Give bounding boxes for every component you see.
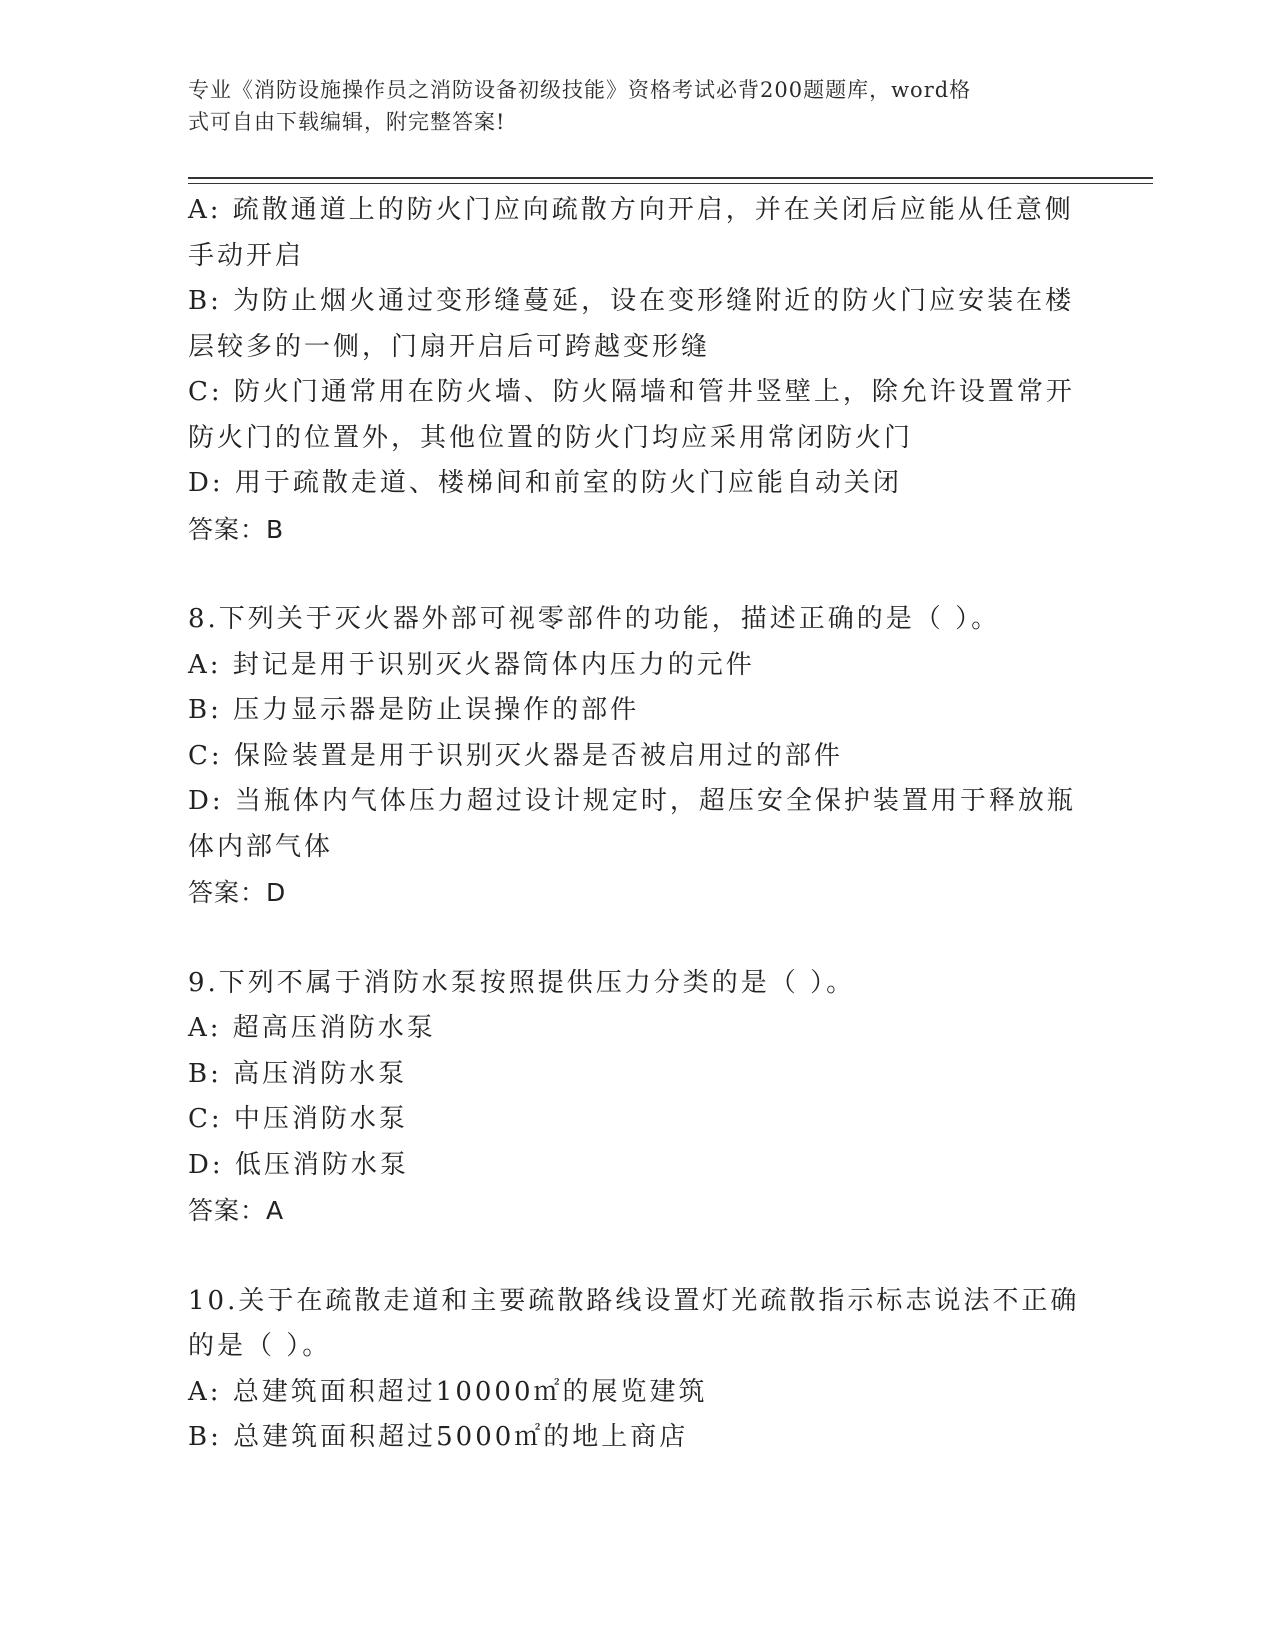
question-text: 9.下列不属于消防水泵按照提供压力分类的是（ ）。 bbox=[188, 967, 856, 998]
question-text-line-1: 10.关于在疏散走道和主要疏散路线设置灯光疏散指示标志说法不正确 bbox=[188, 1285, 1080, 1316]
option-a-line-2: 手动开启 bbox=[188, 240, 305, 271]
question-8 bbox=[188, 597, 1088, 916]
option-d: D: 低压消防水泵 bbox=[188, 1149, 409, 1180]
question-9 bbox=[188, 961, 1088, 1234]
option-a: A: 封记是用于识别灭火器筒体内压力的元件 bbox=[188, 649, 755, 680]
header-line-1: 专业《消防设施操作员之消防设备初级技能》资格考试必背200题题库，word格 bbox=[188, 78, 972, 102]
option-b-line-2: 层较多的一侧，门扇开启后可跨越变形缝 bbox=[188, 331, 711, 362]
option-d-line-2: 体内部气体 bbox=[188, 831, 334, 862]
spacer bbox=[188, 916, 1088, 961]
header-divider bbox=[188, 177, 1153, 184]
option-a: A: 超高压消防水泵 bbox=[188, 1013, 436, 1043]
question-7-options bbox=[188, 188, 1088, 552]
option-d-line-1: D: 当瓶体内气体压力超过设计规定时，超压安全保护装置用于释放瓶 bbox=[188, 786, 1076, 816]
question-10 bbox=[188, 1279, 1088, 1461]
option-c-line-2: 防火门的位置外，其他位置的防火门均应采用常闭防火门 bbox=[188, 422, 914, 453]
question-list bbox=[188, 188, 1088, 1461]
option-a-line-1: A: 疏散通道上的防火门应向疏散方向开启，并在关闭后应能从任意侧 bbox=[188, 195, 1074, 225]
question-text: 8.下列关于灭火器外部可视零部件的功能，描述正确的是（ ）。 bbox=[188, 604, 1001, 634]
option-d-line-1: D: 用于疏散走道、楼梯间和前室的防火门应能自动关闭 bbox=[188, 468, 902, 498]
answer-label: 答案：D bbox=[188, 878, 287, 907]
spacer bbox=[188, 552, 1088, 597]
option-a: A: 总建筑面积超过10000㎡的展览建筑 bbox=[188, 1376, 708, 1407]
option-c: C: 保险装置是用于识别灭火器是否被启用过的部件 bbox=[188, 740, 843, 771]
option-b-line-1: B: 为防止烟火通过变形缝蔓延，设在变形缝附近的防火门应安装在楼 bbox=[188, 286, 1075, 316]
header-line-2: 式可自由下载编辑，附完整答案! bbox=[188, 110, 506, 134]
option-c-line-1: C: 防火门通常用在防火墙、防火隔墙和管井竖壁上，除允许设置常开 bbox=[188, 377, 1075, 407]
answer-label: 答案：A bbox=[188, 1196, 285, 1225]
answer-label: 答案：B bbox=[188, 514, 285, 544]
option-b: B: 压力显示器是防止误操作的部件 bbox=[188, 695, 640, 725]
option-b: B: 总建筑面积超过5000㎡的地上商店 bbox=[188, 1422, 689, 1452]
spacer bbox=[188, 1234, 1088, 1279]
document-header bbox=[188, 74, 1068, 138]
option-c: C: 中压消防水泵 bbox=[188, 1104, 408, 1134]
option-b: B: 高压消防水泵 bbox=[188, 1058, 408, 1089]
question-text-line-2: 的是（ ）。 bbox=[188, 1331, 332, 1361]
